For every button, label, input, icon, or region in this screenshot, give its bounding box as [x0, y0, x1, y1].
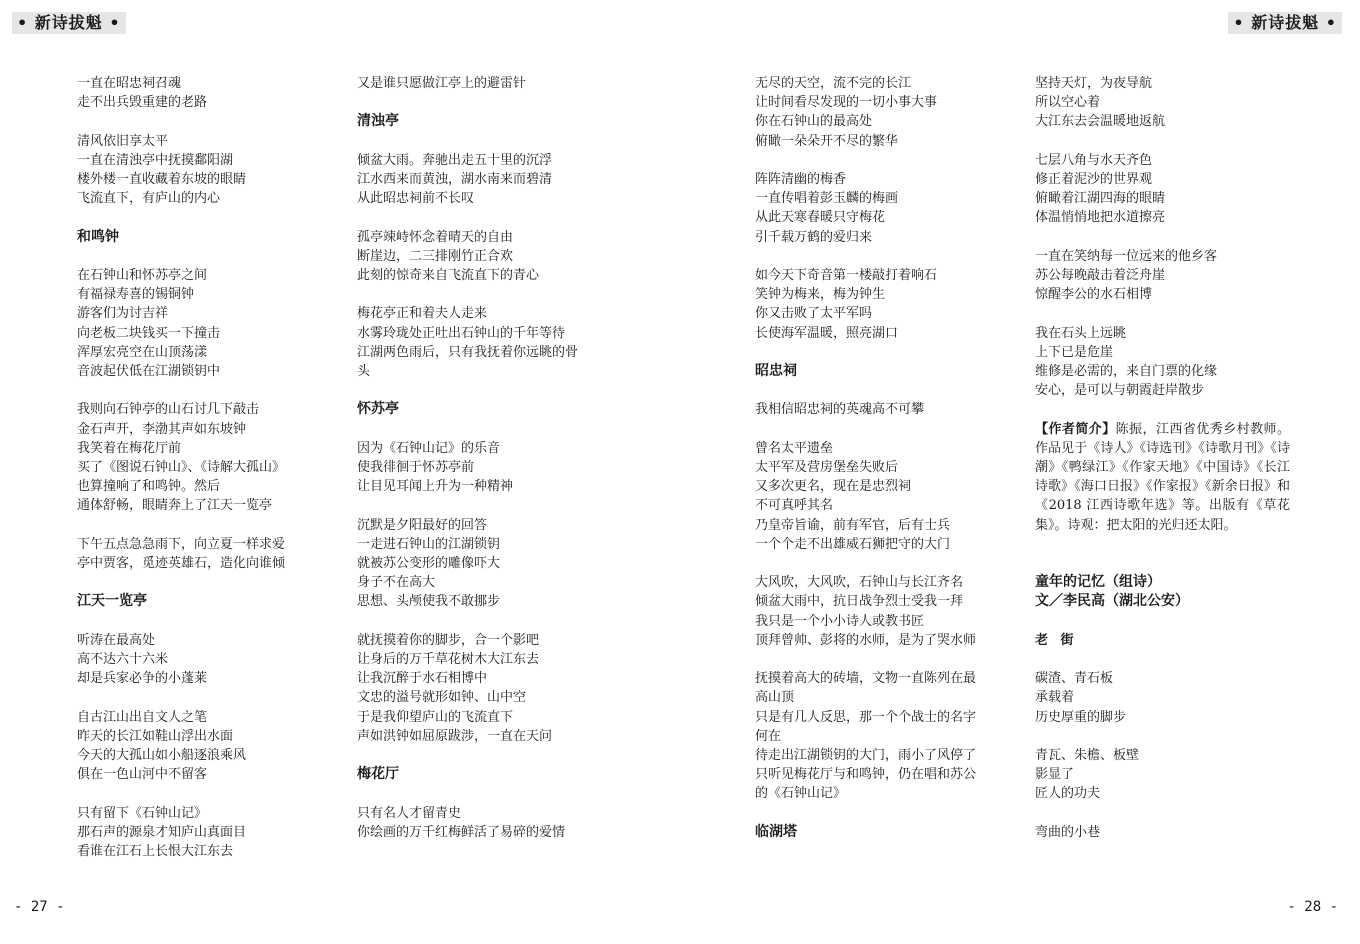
poem-line: 曾名太平遗垒 — [755, 440, 834, 456]
poem-line: 使我徘徊于怀苏亭前 — [357, 459, 475, 475]
poem-line: 七层八角与水天齐色 — [1035, 152, 1153, 168]
poem-line: 买了《图说石钟山》、《诗解大孤山》 — [77, 460, 286, 475]
poem-line: 一直传唱着彭玉麟的梅画 — [755, 191, 899, 207]
poem-line: 一走进石钟山的江湖锁钥 — [357, 536, 501, 552]
poem-line: 只有留下《石钟山记》 — [77, 805, 208, 821]
poem-section-title: 怀苏亭 — [357, 401, 399, 418]
new-poem-author: 文／李民高（湖北公安） — [1035, 593, 1189, 610]
poem-line: 孤亭竦峙怀念着晴天的自由 — [357, 229, 514, 245]
poem-line: 抚摸着高大的砖墙，文物一直陈列在最 — [755, 671, 977, 687]
poem-line: 我则向石钟亭的山石讨几下敲击 — [77, 402, 260, 418]
page28-column-right — [1035, 74, 1290, 842]
poem-line: 无尽的天空，流不完的长江 — [755, 76, 912, 91]
stanza — [357, 439, 612, 497]
poem-line: 顶拜曾帅、彭将的水师，是为了哭水师 — [755, 632, 977, 648]
poem-line: 楼外楼一直收藏着东坡的眼睛 — [77, 172, 247, 187]
stanza — [755, 669, 1015, 803]
poem-line: 因为《石钟山记》的乐音 — [357, 440, 501, 456]
poem-line: 承载着 — [1035, 690, 1075, 706]
poem-line: 有福禄寿喜的锡铜钟 — [77, 287, 195, 303]
poem-line: 你绘画的万千红梅鲜活了易碎的爱情 — [357, 824, 566, 840]
stanza — [755, 439, 1015, 554]
poem-section-title: 临湖塔 — [755, 823, 797, 840]
poem-line: 浑厚宏亮空在山顶荡漾 — [77, 344, 208, 360]
poem-line: 一个个走不出雄威石狮把守的大门 — [755, 536, 951, 552]
poem-line: 就被苏公变形的雕像吓大 — [357, 555, 501, 571]
poem-line: 却是兵家必争的小蓬莱 — [77, 671, 208, 687]
poem-line: 文忠的溢号就形如钟、山中空 — [357, 690, 527, 706]
poem-line: 倾盆大雨。奔驰出走五十里的沉浮 — [357, 152, 553, 168]
poem-line: 江水西来而黄浊，湖水南来而碧清 — [357, 171, 553, 187]
poem-line: 也算撞响了和鸣钟。然后 — [77, 479, 221, 495]
poem-line: 昨天的长江如鞋山浮出水面 — [77, 728, 234, 744]
author-bio-label: 【作者简介】 — [1035, 421, 1116, 437]
poem-line: 所以空心着 — [1035, 95, 1101, 111]
poem-line: 在石钟山和怀苏亭之间 — [77, 267, 208, 283]
poem-line: 一直在清浊亭中抚摸鄱阳湖 — [77, 152, 234, 168]
poem-line: 苏公每晚敲击着泛舟崖 — [1035, 268, 1166, 283]
stanza — [77, 132, 322, 209]
page28-column-left — [755, 74, 1015, 861]
stanza — [755, 573, 1015, 650]
stanza — [755, 74, 1015, 151]
poem-line: 让我沉醉于水石相博中 — [357, 671, 488, 687]
bio-line: 师。作品见于《诗人》《诗选刊》《诗歌 — [1035, 421, 1290, 456]
poem-line: 历史厚重的脚步 — [1035, 709, 1127, 725]
poem-line: 沉默是夕阳最好的回答 — [357, 517, 488, 533]
poem-line: 大风吹，大风吹，石钟山与长江齐名 — [755, 575, 964, 591]
page-number-left: - 27 - — [14, 899, 65, 915]
poem-section-title: 和鸣钟 — [77, 228, 119, 245]
poem-section-title: 梅花厅 — [357, 766, 399, 783]
poem-line: 安心，是可以与朝霞赶岸散步 — [1035, 383, 1205, 399]
stanza — [77, 400, 322, 515]
poem-line: 听涛在最高处 — [77, 632, 156, 648]
section-header-left: • 新诗拔魁 • — [12, 12, 126, 34]
poem-line: 通体舒畅，眼睛奔上了江天一览亭 — [77, 498, 273, 514]
poem-line: 修正着泥沙的世界观 — [1035, 172, 1153, 187]
poem-line: 就抚摸着你的脚步，合一个影吧 — [357, 632, 540, 648]
stanza — [755, 170, 1015, 247]
poem-line: 今天的大孤山如小船逐浪乘风 — [77, 747, 247, 763]
stanza — [77, 804, 322, 862]
poem-line: 如今天下奇音第一楼敲打着响石 — [755, 268, 938, 283]
stanza — [755, 400, 1015, 419]
poem-section-title: 老 街 — [1035, 632, 1078, 648]
section-header-right: • 新诗拔魁 • — [1228, 12, 1342, 34]
page27-column-left — [77, 74, 322, 861]
page27-column-right — [357, 74, 612, 842]
poem-line: 高山顶 — [755, 690, 795, 706]
poem-line: 音波起伏低在江湖锁钥中 — [77, 364, 221, 379]
stanza — [357, 631, 612, 746]
poem-line: 向老板二块钱买一下撞击 — [77, 325, 221, 341]
poem-line: 阵阵清幽的梅香 — [755, 172, 847, 187]
bio-line: 中国诗》《长江诗歌》《海口日报》《作家 — [1035, 460, 1290, 495]
author-bio — [1035, 420, 1290, 535]
poem-line: 只是有几人反思，那一个个战士的名字 — [755, 709, 977, 725]
poem-line: 身子不在高大 — [357, 575, 436, 591]
poem-line: 坚持天灯，为夜导航 — [1035, 76, 1153, 91]
poem-line: 只有名人才留青史 — [357, 805, 462, 821]
poem-line: 下午五点急急雨下，向立夏一样求爱 — [77, 536, 286, 552]
poem-line: 断崖边，二三排刚竹正合欢 — [357, 248, 514, 264]
poem-line: 惊醒李公的水石相博 — [1035, 287, 1153, 303]
bio-line: 选》等。出版有《草花集》。诗观：把太 — [1035, 498, 1290, 533]
bio-line: 阳的光归还太阳。 — [1132, 517, 1237, 533]
stanza — [1035, 324, 1290, 401]
poem-line: 乃皇帝旨谕，前有军官，后有士兵 — [755, 517, 951, 533]
poem-line: 从此天寒春暖只守梅花 — [755, 210, 886, 226]
poem-line: 匠人的功夫 — [1035, 786, 1101, 802]
poem-line: 何在 — [755, 728, 782, 744]
poem-line: 又是谁只愿做江亭上的避雷针 — [357, 76, 527, 91]
poem-line: 俯瞰着江湖四海的眼睛 — [1035, 191, 1166, 207]
poem-line: 弯曲的小巷 — [1035, 824, 1101, 840]
poem-line: 看谁在江石上长恨大江东去 — [77, 843, 234, 859]
stanza — [357, 804, 612, 842]
poem-line: 头 — [357, 363, 371, 379]
poem-line: 待走出江湖锁钥的大门，雨小了风停了 — [755, 748, 977, 763]
poem-line: 我在石头上远眺 — [1035, 325, 1127, 341]
poem-line: 亭中贾客，觅迹英雄石，造化向谁倾 — [77, 556, 286, 571]
poem-line: 思想、头颅使我不敢挪步 — [357, 594, 501, 610]
poem-line: 倾盆大雨中，抗日战争烈士受我一拜 — [755, 594, 964, 610]
poem-line: 自古江山出自文人之笔 — [77, 709, 208, 725]
poem-section-title: 昭忠祠 — [755, 363, 797, 379]
stanza — [77, 266, 322, 381]
poem-line: 体温悄悄地把水道擦亮 — [1035, 210, 1166, 226]
poem-line: 清风依旧享太平 — [77, 133, 169, 149]
poem-line: 水雾玲珑处正吐出石钟山的千年等待 — [357, 325, 566, 341]
poem-line: 走不出兵毁重建的老路 — [77, 95, 208, 111]
bio-line: 陈振，江西省优秀乡村教 — [1115, 421, 1264, 437]
poem-line: 你在石钟山的最高处 — [755, 114, 873, 130]
poem-line: 此刻的惊奇来自飞流直下的青心 — [357, 267, 540, 283]
poem-line: 长使海军温暖，照亮湖口 — [755, 325, 899, 341]
new-poem-title: 童年的记忆（组诗） — [1035, 574, 1161, 591]
stanza — [357, 516, 612, 612]
stanza — [1035, 669, 1290, 727]
poem-line: 青瓦、朱檐、板壁 — [1035, 747, 1140, 763]
bio-line: 月刊》《诗潮》《鸭绿江》《作家天地》《 — [1035, 440, 1290, 475]
poem-section-title: 江天一览亭 — [77, 593, 147, 610]
poem-line: 笑钟为梅来，梅为钟生 — [755, 287, 886, 303]
stanza — [1035, 823, 1290, 842]
page-number-right: - 28 - — [1287, 899, 1338, 915]
stanza — [755, 266, 1015, 343]
stanza — [1035, 151, 1290, 228]
stanza — [1035, 746, 1290, 804]
poem-line: 让身后的万千草花树木大江东去 — [357, 651, 540, 667]
stanza — [357, 74, 612, 93]
bio-line: 报》《新余日报》和《2018 江西诗歌年 — [1035, 479, 1290, 514]
stanza — [77, 74, 322, 112]
stanza — [357, 228, 612, 286]
poem-section-title: 清浊亭 — [357, 113, 399, 130]
stanza — [357, 304, 612, 381]
poem-line: 不可真呼其名 — [755, 498, 834, 514]
poem-line: 一直在笑纳每一位远来的他乡客 — [1035, 248, 1218, 264]
poem-line: 引千载万鹤的爱归来 — [755, 229, 873, 245]
poem-line: 从此昭忠祠前不长叹 — [357, 191, 475, 207]
poem-line: 维修是必需的，来自门票的化缘 — [1035, 364, 1218, 379]
poem-line: 我只是一个小小诗人或教书匠 — [755, 613, 925, 629]
poem-line: 上下已是危崖 — [1035, 344, 1114, 360]
poem-line: 游客们为讨吉祥 — [77, 306, 169, 322]
poem-line: 于是我仰望庐山的飞流直下 — [357, 709, 514, 725]
poem-line: 我笑着在梅花厅前 — [77, 440, 182, 456]
poem-line: 影显了 — [1035, 767, 1075, 783]
stanza — [357, 151, 612, 209]
poem-line: 让目见耳闻上升为一种精神 — [357, 479, 514, 495]
poem-line: 只听见梅花厅与和鸣钟，仍在唱和苏公 — [755, 767, 977, 783]
poem-line: 碳渣、青石板 — [1035, 671, 1114, 687]
poem-line: 我相信昭忠祠的英魂高不可攀 — [755, 402, 925, 418]
poem-line: 声如洪钟如屈原跋涉，一直在天问 — [357, 728, 553, 744]
poem-line: 俯瞰一朵朵开不尽的繁华 — [755, 133, 899, 149]
stanza — [77, 535, 322, 573]
poem-line: 又多次更名，现在是忠烈祠 — [755, 479, 912, 495]
stanza — [1035, 74, 1290, 132]
poem-line: 江湖两色雨后，只有我抚着你远眺的骨 — [357, 344, 579, 360]
stanza — [1035, 247, 1290, 305]
poem-line: 梅花亭正和着夫人走来 — [357, 306, 488, 322]
stanza — [77, 708, 322, 785]
poem-line: 俱在一色山河中不留客 — [77, 767, 208, 783]
poem-line: 你又击败了太平军吗 — [755, 306, 873, 322]
poem-line: 高不达六十六米 — [77, 651, 169, 667]
poem-line: 一直在昭忠祠召魂 — [77, 76, 182, 91]
poem-line: 大江东去会温暖地返航 — [1035, 114, 1166, 130]
author-bio-text — [1035, 422, 1290, 533]
poem-line: 让时间看尽发现的一切小事大事 — [755, 95, 938, 111]
poem-line: 那石声的源泉才知庐山真面目 — [77, 824, 247, 840]
poem-line: 金石声开，李渤其声如东坡钟 — [77, 421, 247, 437]
poem-line: 太平军及营房堡垒失败后 — [755, 459, 899, 475]
poem-line: 飞流直下，有庐山的内心 — [77, 191, 221, 207]
stanza — [77, 631, 322, 689]
poem-line: 的《石钟山记》 — [755, 786, 847, 802]
